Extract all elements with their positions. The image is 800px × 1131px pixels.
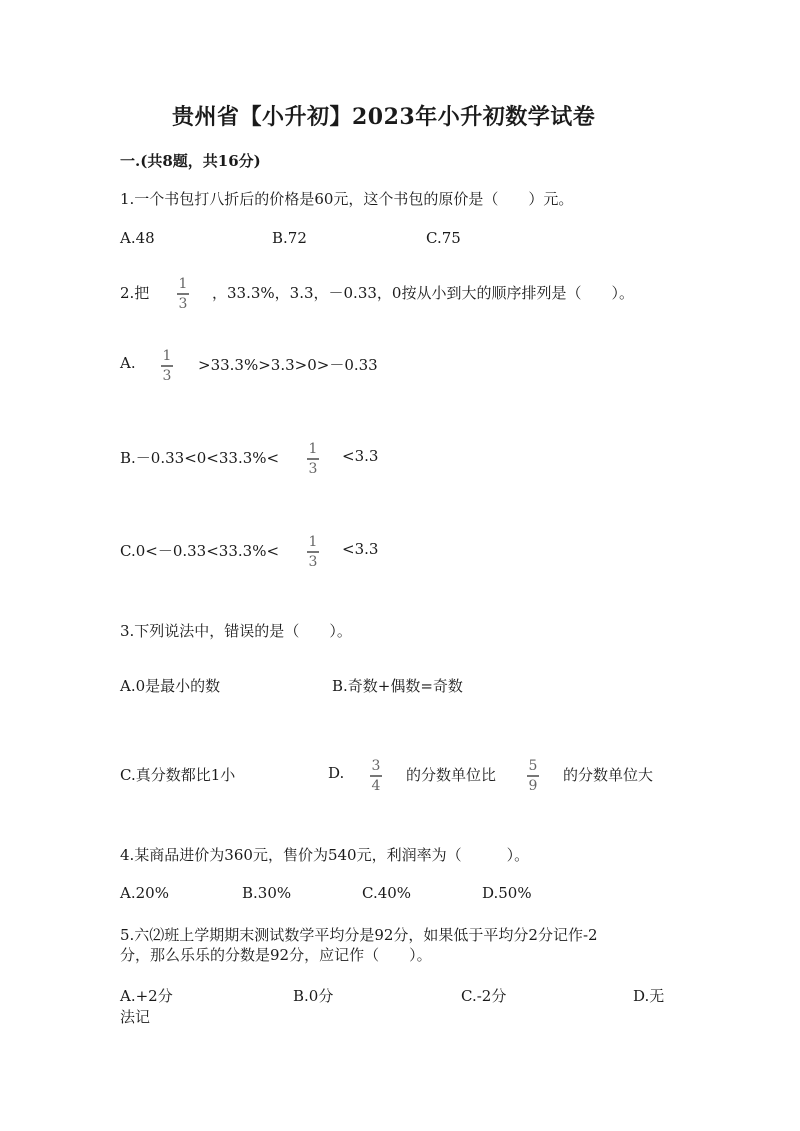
question-3-option-a: A.0是最小的数 — [120, 677, 221, 695]
question-5-stem-line-2: 分，那么乐乐的分数是92分，应记作（ ）。 — [120, 946, 432, 964]
fraction-three-quarters — [366, 758, 386, 794]
question-4-option-d: D.50% — [482, 884, 532, 902]
fraction-numerator: 5 — [528, 758, 538, 774]
fraction-bar — [370, 775, 382, 777]
question-2-stem-suffix: ，33.3%，3.3，－0.33，0按从小到大的顺序排列是（ ）。 — [212, 284, 634, 302]
question-1-option-a: A.48 — [120, 229, 155, 247]
question-2-option-a-prefix: A. — [120, 354, 136, 372]
question-4-stem: 4.某商品进价为360元，售价为540元，利润率为（ ）。 — [120, 846, 530, 864]
question-1-stem: 1.一个书包打八折后的价格是60元，这个书包的原价是（ ）元。 — [120, 190, 574, 208]
question-3-option-d-prefix: D. — [328, 764, 345, 782]
question-3-option-b: B.奇数+偶数=奇数 — [332, 677, 463, 695]
question-5-option-b: B.0分 — [293, 987, 334, 1005]
fraction-five-ninths — [523, 758, 543, 794]
page-title: 贵州省【小升初】2023年小升初数学试卷 — [172, 104, 596, 130]
fraction-one-third — [303, 441, 323, 477]
question-5-option-d-line-1: D.无 — [633, 987, 665, 1005]
question-1-option-c: C.75 — [426, 229, 461, 247]
question-3-option-d-suffix: 的分数单位大 — [563, 766, 654, 784]
fraction-one-third — [157, 348, 177, 384]
question-5-option-d-line-2: 法记 — [120, 1008, 151, 1026]
question-3-option-c: C.真分数都比1小 — [120, 766, 236, 784]
fraction-bar — [307, 458, 319, 460]
fraction-denominator: 4 — [371, 777, 381, 794]
fraction-denominator: 3 — [308, 460, 318, 477]
question-2-option-a-suffix: >33.3%>3.3>0>－0.33 — [198, 356, 378, 374]
question-4-option-a: A.20% — [120, 884, 169, 902]
question-4-option-c: C.40% — [362, 884, 412, 902]
question-2-option-b-prefix: B.－0.33<0<33.3%< — [120, 449, 280, 467]
question-2-option-b-suffix: <3.3 — [342, 447, 379, 465]
question-4-option-b: B.30% — [242, 884, 292, 902]
fraction-bar — [307, 551, 319, 553]
fraction-numerator: 1 — [162, 348, 172, 364]
question-3-stem: 3.下列说法中，错误的是（ ）。 — [120, 622, 352, 640]
fraction-numerator: 1 — [308, 441, 318, 457]
question-2-option-c-prefix: C.0<－0.33<33.3%< — [120, 542, 280, 560]
fraction-numerator: 1 — [178, 276, 188, 292]
fraction-numerator: 1 — [308, 534, 318, 550]
fraction-bar — [527, 775, 539, 777]
fraction-numerator: 3 — [371, 758, 381, 774]
question-3-option-d-middle: 的分数单位比 — [406, 766, 497, 784]
question-2-option-c-suffix: <3.3 — [342, 540, 379, 558]
question-5-stem-line-1: 5.六⑵班上学期期末测试数学平均分是92分，如果低于平均分2分记作-2 — [120, 926, 598, 944]
fraction-one-third — [173, 276, 193, 312]
question-2-stem-prefix: 2.把 — [120, 284, 150, 302]
section-heading: 一.(共8题，共16分) — [120, 152, 261, 170]
fraction-one-third — [303, 534, 323, 570]
fraction-denominator: 3 — [308, 553, 318, 570]
fraction-bar — [177, 293, 189, 295]
fraction-denominator: 3 — [178, 295, 188, 312]
fraction-denominator: 3 — [162, 367, 172, 384]
question-5-option-c: C.-2分 — [461, 987, 507, 1005]
question-1-option-b: B.72 — [272, 229, 307, 247]
question-5-option-a: A.+2分 — [120, 987, 173, 1005]
fraction-denominator: 9 — [528, 777, 538, 794]
fraction-bar — [161, 365, 173, 367]
